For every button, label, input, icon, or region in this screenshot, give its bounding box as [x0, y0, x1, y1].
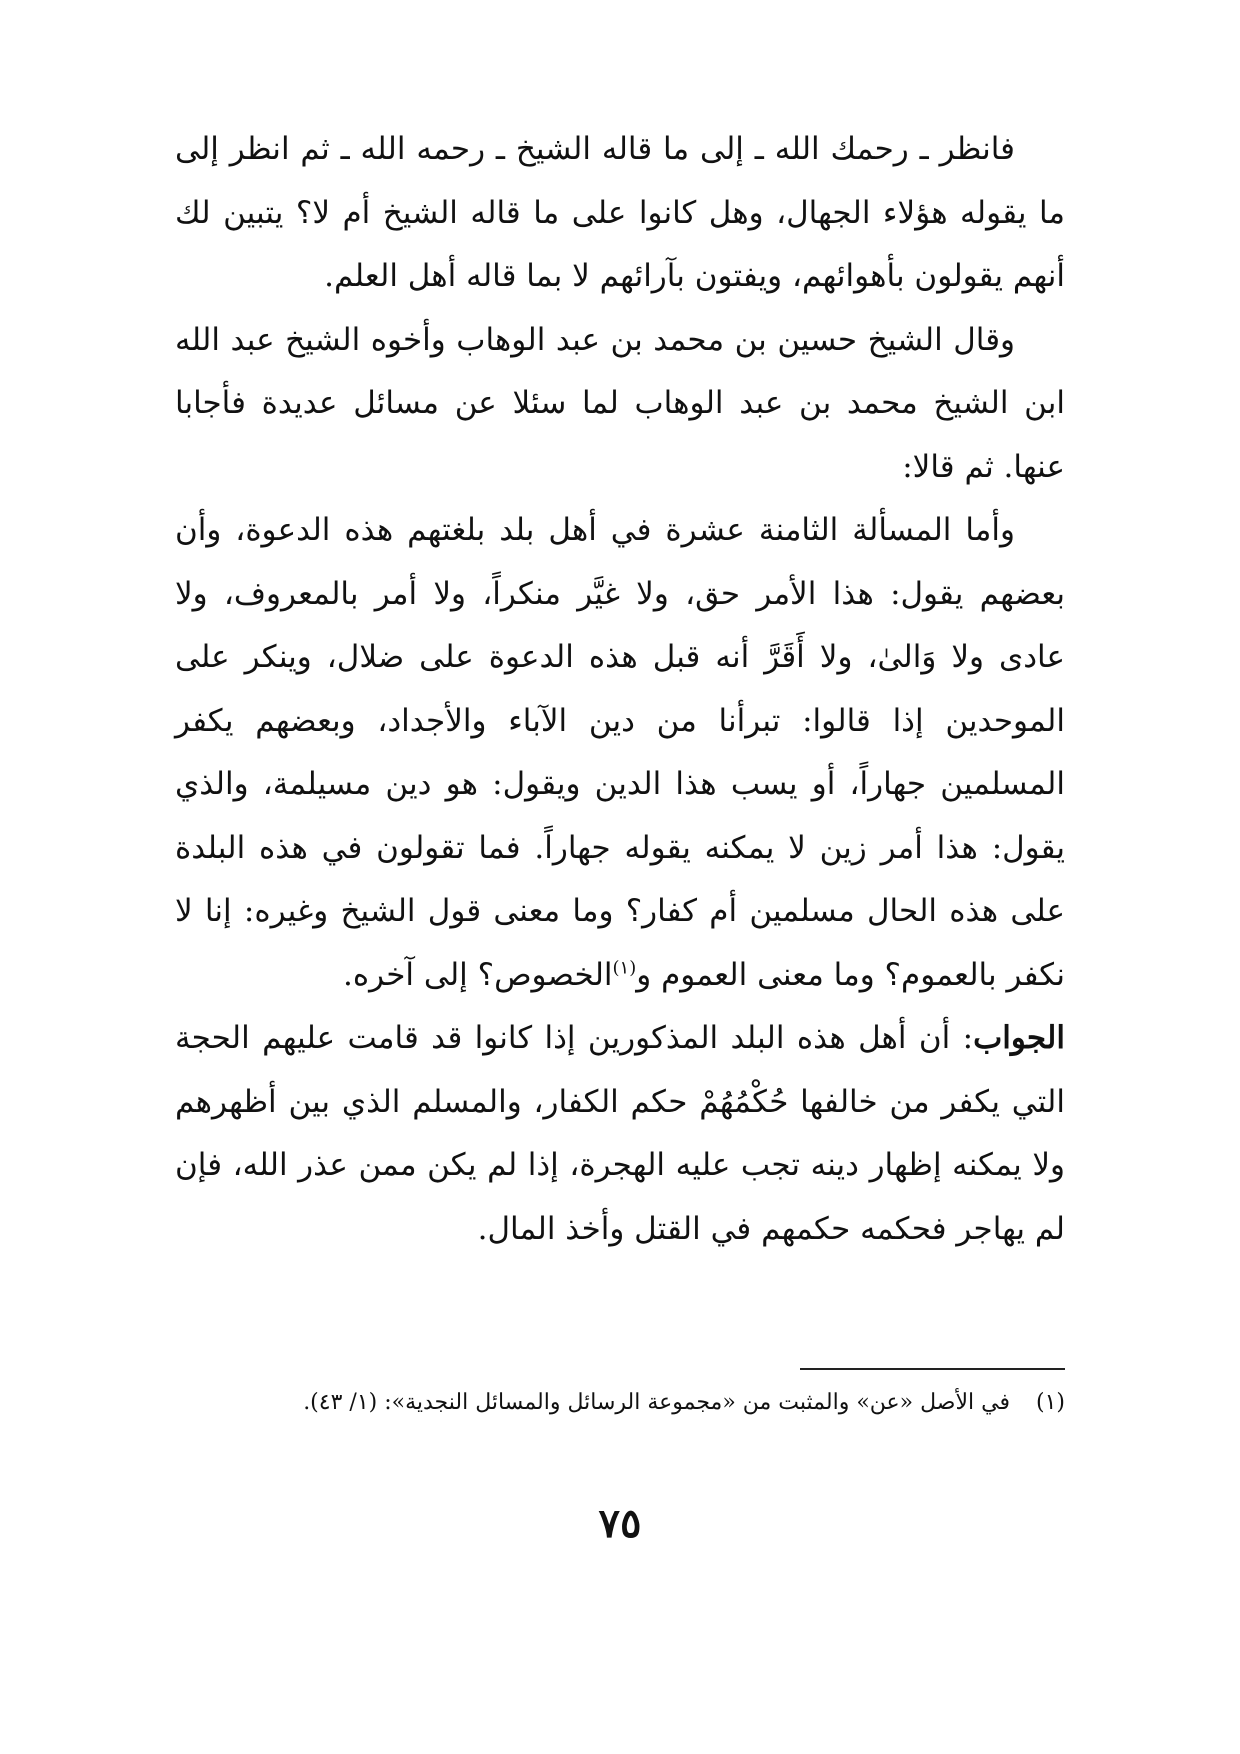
- footnote-text: في الأصل «عن» والمثبت من «مجموعة الرسائل والمسائل النجدية»: (١/ ٤٣).: [303, 1390, 1010, 1415]
- paragraph-4-text: : أن أهل هذه البلد المذكورين إذا كانوا قد قامت عليهم الحجة التي يكفر من خالفها حُكْمُهُمْ حكم الكفار، والمسلم الذي بين أظهرهم ولا يمكنه إظهار دينه تجب عليه الهجرة، إذا لم يكن ممن عذر الله، فإن لم يهاجر فحكمه حكمهم في القتل وأخذ المال.: [175, 1020, 1065, 1247]
- paragraph-3-text-after: الخصوص؟ إلى آخره.: [343, 956, 613, 993]
- paragraph-3-text: وأما المسألة الثامنة عشرة في أهل بلد بلغتهم هذه الدعوة، وأن بعضهم يقول: هذا الأمر حق، ولا غيَّر منكراً، ولا أمر بالمعروف، ولا عادى ولا وَالىٰ، ولا أَقَرَّ أنه قبل هذه الدعوة على ضلال، وينكر على الموحدين إذا قالوا: تبرأنا من دين الآباء والأجداد، وبعضهم يكفر المسلمين جهاراً، أو يسب هذا الدين ويقول: هو دين مسيلمة، والذي يقول: هذا أمر زين لا يمكنه يقوله جهاراً. فما تقولون في هذه البلدة على هذه الحال مسلمين أم كفار؟ وما معنى قول الشيخ وغيره: إنا لا نكفر بالعموم؟ وما معنى العموم و: [175, 512, 1065, 993]
- footnote-reference: (١): [612, 957, 637, 979]
- answer-lead: الجواب: [973, 1020, 1065, 1056]
- footnote: [175, 1383, 1065, 1423]
- main-text-block: [175, 118, 1065, 1261]
- page-number: ٧٥: [598, 1500, 642, 1547]
- footnote-number: (١): [1035, 1390, 1065, 1415]
- paragraph-1: [175, 118, 1065, 309]
- paragraph-2: [175, 309, 1065, 500]
- paragraph-1-text: فانظر ـ رحمك الله ـ إلى ما قاله الشيخ ـ رحمه الله ـ ثم انظر إلى ما يقوله هؤلاء الجهال، وهل كانوا على ما قاله الشيخ أم لا؟ يتبين لك أنهم يقولون بأهوائهم، ويفتون بآرائهم لا بما قاله أهل العلم.: [175, 131, 1065, 294]
- paragraph-4: [175, 1007, 1065, 1261]
- paragraph-3: [175, 499, 1065, 1007]
- footnote-separator: [800, 1368, 1065, 1370]
- paragraph-2-text: وقال الشيخ حسين بن محمد بن عبد الوهاب وأخوه الشيخ عبد الله ابن الشيخ محمد بن عبد الوهاب لما سئلا عن مسائل عديدة فأجابا عنها. ثم قالا:: [175, 321, 1065, 485]
